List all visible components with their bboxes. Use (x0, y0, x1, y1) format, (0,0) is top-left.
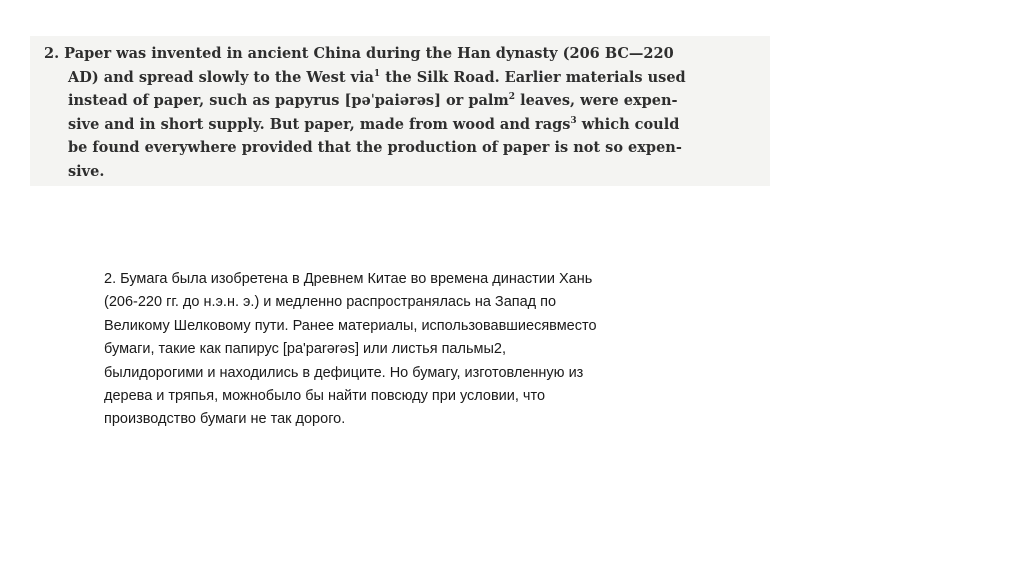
russian-translation-paragraph (104, 268, 744, 432)
russian-line-2: (206-220 гг. до н.э.н. э.) и медленно распространялась на Запад по (104, 294, 557, 311)
russian-line-6: дерева и тряпья, можнобыло бы найти повсюду при условии, что (104, 388, 546, 405)
footnote-marker-3: 3 (570, 115, 577, 126)
english-line-4-text-a: sive and in short supply. But paper, made from wood and rags (68, 115, 571, 133)
footnote-marker-2: 2 (508, 92, 516, 103)
english-paragraph (44, 42, 734, 183)
english-line-3-text-b: leaves, were expen- (515, 92, 678, 109)
english-line-2-text-a: AD) and spread slowly to the West via (68, 68, 374, 86)
english-line-5: be found everywhere provided that the production of paper is not so expen- (68, 139, 682, 156)
english-line-2 (44, 66, 734, 90)
english-line-1: 2. Paper was invented in ancient China during the Han dynasty (206 BC—220 (44, 45, 674, 62)
russian-line-1: 2. Бумага была изобретена в Древнем Китае во времена династии Хань (104, 271, 593, 287)
english-line-2-text-b: the Silk Road. Earlier materials used (380, 68, 686, 86)
english-line-3-text-a: instead of paper, such as papyrus [pəˈpaiərəs] or palm (68, 92, 509, 109)
russian-line-3: Великому Шелковому пути. Ранее материалы, использовавшиесявместо (104, 317, 597, 334)
english-line-3 (44, 89, 734, 113)
russian-line-5: былидорогими и находились в дефиците. Но бумагу, изготовленную из (104, 364, 584, 381)
english-line-4 (44, 113, 734, 137)
english-line-4-text-b: which could (576, 115, 680, 133)
footnote-marker-1: 1 (373, 68, 381, 79)
english-line-6: sive. (68, 162, 105, 180)
russian-line-4: бумаги, такие как папирус [pa'parərəs] или листья пальмы2, (104, 341, 506, 358)
russian-line-7: производство бумаги не так дорого. (104, 411, 346, 428)
